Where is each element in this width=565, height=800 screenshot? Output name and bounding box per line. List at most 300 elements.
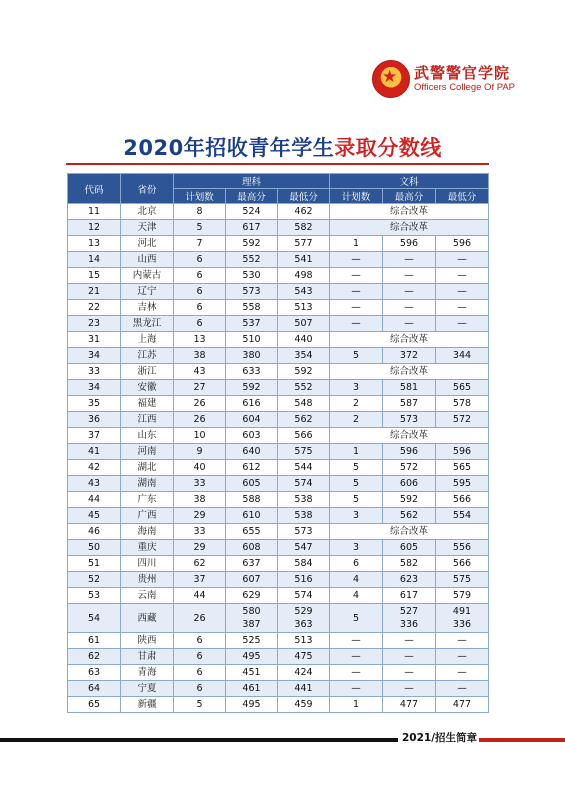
cell-science-plan: 38 bbox=[174, 348, 226, 364]
cell-arts-max: 592 bbox=[383, 492, 436, 508]
cell-science-min bbox=[278, 604, 330, 633]
cell-science-plan: 5 bbox=[174, 697, 226, 713]
cell-science-plan: 7 bbox=[174, 236, 226, 252]
cell-science-plan: 26 bbox=[174, 412, 226, 428]
cell-science-plan: 26 bbox=[174, 396, 226, 412]
cell-arts-max: — bbox=[383, 252, 436, 268]
cell-province: 山东 bbox=[121, 428, 174, 444]
cell-arts-min-line-1: 491 bbox=[452, 606, 472, 617]
cell-province: 四川 bbox=[121, 556, 174, 572]
cell-science-max: 592 bbox=[226, 236, 278, 252]
cell-science-max: 380 bbox=[226, 348, 278, 364]
table-row bbox=[68, 316, 489, 332]
cell-code: 23 bbox=[68, 316, 121, 332]
cell-code: 42 bbox=[68, 460, 121, 476]
cell-arts-merged: 综合改革 bbox=[330, 220, 489, 236]
cell-science-max-line-1: 580 bbox=[242, 606, 261, 617]
cell-science-min: 574 bbox=[278, 588, 330, 604]
cell-arts-plan: — bbox=[330, 649, 383, 665]
cell-science-max: 524 bbox=[226, 204, 278, 220]
cell-code: 61 bbox=[68, 633, 121, 649]
cell-science-min: 513 bbox=[278, 300, 330, 316]
cell-code: 52 bbox=[68, 572, 121, 588]
cell-code: 31 bbox=[68, 332, 121, 348]
cell-code: 22 bbox=[68, 300, 121, 316]
cell-science-plan: 62 bbox=[174, 556, 226, 572]
cell-arts-plan: — bbox=[330, 316, 383, 332]
cell-province: 广西 bbox=[121, 508, 174, 524]
cell-arts-plan: — bbox=[330, 633, 383, 649]
cell-arts-min: 477 bbox=[436, 697, 489, 713]
cell-science-max: 573 bbox=[226, 284, 278, 300]
star-icon: ★ bbox=[382, 67, 398, 87]
title-divider bbox=[66, 163, 489, 165]
cell-science-min: 541 bbox=[278, 252, 330, 268]
cell-arts-min-line-2: 336 bbox=[452, 619, 472, 630]
cell-arts-max: 372 bbox=[383, 348, 436, 364]
cell-arts-max: 606 bbox=[383, 476, 436, 492]
cell-science-plan: 6 bbox=[174, 665, 226, 681]
cell-province: 西藏 bbox=[121, 604, 174, 633]
cell-province: 重庆 bbox=[121, 540, 174, 556]
table-row bbox=[68, 268, 489, 284]
cell-science-max: 495 bbox=[226, 697, 278, 713]
cell-science-max: 558 bbox=[226, 300, 278, 316]
cell-arts-max: — bbox=[383, 665, 436, 681]
cell-science-plan: 38 bbox=[174, 492, 226, 508]
cell-science-plan: 29 bbox=[174, 508, 226, 524]
cell-science-min: 543 bbox=[278, 284, 330, 300]
cell-code: 41 bbox=[68, 444, 121, 460]
cell-science-max: 617 bbox=[226, 220, 278, 236]
cell-province: 云南 bbox=[121, 588, 174, 604]
cell-arts-max: 581 bbox=[383, 380, 436, 396]
cell-code: 13 bbox=[68, 236, 121, 252]
cell-science-plan: 6 bbox=[174, 252, 226, 268]
cell-science-max: 525 bbox=[226, 633, 278, 649]
cell-arts-max: — bbox=[383, 316, 436, 332]
cell-science-max: 510 bbox=[226, 332, 278, 348]
cell-province: 江西 bbox=[121, 412, 174, 428]
cell-province: 天津 bbox=[121, 220, 174, 236]
table-row bbox=[68, 665, 489, 681]
cell-science-min-line-2: 363 bbox=[294, 619, 313, 630]
cell-arts-plan: — bbox=[330, 300, 383, 316]
cell-science-max: 588 bbox=[226, 492, 278, 508]
cell-arts-plan: — bbox=[330, 268, 383, 284]
cell-code: 21 bbox=[68, 284, 121, 300]
footer-accent-bar bbox=[479, 738, 565, 742]
cell-science-plan: 10 bbox=[174, 428, 226, 444]
cell-science-min: 574 bbox=[278, 476, 330, 492]
cell-science-min-line-1: 529 bbox=[294, 606, 313, 617]
cell-arts-min: 596 bbox=[436, 236, 489, 252]
table-row bbox=[68, 236, 489, 252]
table-row bbox=[68, 220, 489, 236]
emblem-icon bbox=[372, 60, 410, 98]
table-row bbox=[68, 508, 489, 524]
cell-science-min: 498 bbox=[278, 268, 330, 284]
cell-science-max: 612 bbox=[226, 460, 278, 476]
header-science-max: 最高分 bbox=[226, 189, 278, 204]
cell-science-max: 592 bbox=[226, 380, 278, 396]
cell-code: 37 bbox=[68, 428, 121, 444]
cell-province: 新疆 bbox=[121, 697, 174, 713]
table-header bbox=[68, 174, 489, 204]
cell-science-min: 584 bbox=[278, 556, 330, 572]
cell-science-max: 640 bbox=[226, 444, 278, 460]
cell-science-min: 577 bbox=[278, 236, 330, 252]
cell-code: 50 bbox=[68, 540, 121, 556]
cell-code: 64 bbox=[68, 681, 121, 697]
table-row bbox=[68, 348, 489, 364]
cell-arts-max: 582 bbox=[383, 556, 436, 572]
table-row bbox=[68, 444, 489, 460]
cell-code: 46 bbox=[68, 524, 121, 540]
cell-science-min: 440 bbox=[278, 332, 330, 348]
cell-province: 吉林 bbox=[121, 300, 174, 316]
cell-science-plan: 43 bbox=[174, 364, 226, 380]
cell-arts-merged: 综合改革 bbox=[330, 364, 489, 380]
cell-arts-plan: 2 bbox=[330, 412, 383, 428]
cell-science-max-line-2: 387 bbox=[242, 619, 261, 630]
cell-science-plan: 33 bbox=[174, 476, 226, 492]
cell-arts-plan: 1 bbox=[330, 444, 383, 460]
cell-arts-min: 579 bbox=[436, 588, 489, 604]
cell-code: 34 bbox=[68, 348, 121, 364]
table-row bbox=[68, 633, 489, 649]
cell-science-plan: 26 bbox=[174, 604, 226, 633]
cell-science-max: 616 bbox=[226, 396, 278, 412]
cell-science-min: 441 bbox=[278, 681, 330, 697]
table-row bbox=[68, 300, 489, 316]
cell-science-min: 538 bbox=[278, 492, 330, 508]
cell-arts-plan: 5 bbox=[330, 460, 383, 476]
cell-science-plan: 6 bbox=[174, 316, 226, 332]
cell-code: 15 bbox=[68, 268, 121, 284]
cell-arts-plan: 6 bbox=[330, 556, 383, 572]
cell-science-plan: 6 bbox=[174, 633, 226, 649]
cell-science-min: 547 bbox=[278, 540, 330, 556]
cell-province: 江苏 bbox=[121, 348, 174, 364]
cell-province: 宁夏 bbox=[121, 681, 174, 697]
cell-arts-min: 565 bbox=[436, 460, 489, 476]
cell-arts-min: — bbox=[436, 665, 489, 681]
cell-code: 63 bbox=[68, 665, 121, 681]
cell-province: 黑龙江 bbox=[121, 316, 174, 332]
cell-science-max: 605 bbox=[226, 476, 278, 492]
college-logo bbox=[372, 60, 542, 102]
cell-science-plan: 5 bbox=[174, 220, 226, 236]
cell-arts-min: 596 bbox=[436, 444, 489, 460]
cell-science-plan: 6 bbox=[174, 300, 226, 316]
cell-province: 湖北 bbox=[121, 460, 174, 476]
cell-science-max: 637 bbox=[226, 556, 278, 572]
cell-province: 青海 bbox=[121, 665, 174, 681]
cell-science-plan: 37 bbox=[174, 572, 226, 588]
cell-science-max: 655 bbox=[226, 524, 278, 540]
table-row bbox=[68, 492, 489, 508]
cell-arts-plan: 3 bbox=[330, 540, 383, 556]
header-arts-max: 最高分 bbox=[383, 189, 436, 204]
cell-arts-plan: — bbox=[330, 681, 383, 697]
cell-arts-plan: 5 bbox=[330, 604, 383, 633]
cell-province: 贵州 bbox=[121, 572, 174, 588]
cell-science-min: 424 bbox=[278, 665, 330, 681]
cell-province: 北京 bbox=[121, 204, 174, 220]
cell-science-min: 354 bbox=[278, 348, 330, 364]
table-row bbox=[68, 588, 489, 604]
cell-science-max bbox=[226, 604, 278, 633]
cell-science-min: 544 bbox=[278, 460, 330, 476]
cell-science-min: 516 bbox=[278, 572, 330, 588]
cell-province: 甘肃 bbox=[121, 649, 174, 665]
header-science-min: 最低分 bbox=[278, 189, 330, 204]
cell-arts-max: 587 bbox=[383, 396, 436, 412]
cell-arts-min: 578 bbox=[436, 396, 489, 412]
cell-province: 浙江 bbox=[121, 364, 174, 380]
cell-science-max: 603 bbox=[226, 428, 278, 444]
table-row bbox=[68, 524, 489, 540]
cell-arts-merged: 综合改革 bbox=[330, 428, 489, 444]
table-row bbox=[68, 681, 489, 697]
cell-code: 12 bbox=[68, 220, 121, 236]
cell-arts-plan: — bbox=[330, 665, 383, 681]
header-province: 省份 bbox=[121, 174, 174, 204]
cell-code: 65 bbox=[68, 697, 121, 713]
cell-arts-plan: 5 bbox=[330, 476, 383, 492]
cell-code: 53 bbox=[68, 588, 121, 604]
cell-arts-plan: 5 bbox=[330, 348, 383, 364]
cell-arts-min: 344 bbox=[436, 348, 489, 364]
cell-arts-min: 556 bbox=[436, 540, 489, 556]
cell-arts-min: 554 bbox=[436, 508, 489, 524]
header-arts: 文科 bbox=[330, 174, 489, 189]
table-row bbox=[68, 380, 489, 396]
cell-science-min: 582 bbox=[278, 220, 330, 236]
cell-arts-max: 596 bbox=[383, 444, 436, 460]
cell-science-max: 610 bbox=[226, 508, 278, 524]
cell-science-min: 475 bbox=[278, 649, 330, 665]
cell-province: 河南 bbox=[121, 444, 174, 460]
table-row bbox=[68, 649, 489, 665]
cell-science-plan: 40 bbox=[174, 460, 226, 476]
cell-arts-plan: 5 bbox=[330, 492, 383, 508]
cell-province: 福建 bbox=[121, 396, 174, 412]
cell-arts-max: 596 bbox=[383, 236, 436, 252]
cell-science-plan: 13 bbox=[174, 332, 226, 348]
cell-science-max: 608 bbox=[226, 540, 278, 556]
cell-arts-min: — bbox=[436, 268, 489, 284]
table-row bbox=[68, 204, 489, 220]
header-arts-plan: 计划数 bbox=[330, 189, 383, 204]
cell-science-min: 592 bbox=[278, 364, 330, 380]
cell-code: 34 bbox=[68, 380, 121, 396]
cell-arts-plan: 1 bbox=[330, 697, 383, 713]
cell-arts-max: 605 bbox=[383, 540, 436, 556]
cell-arts-merged: 综合改革 bbox=[330, 204, 489, 220]
cell-province: 陕西 bbox=[121, 633, 174, 649]
table-row bbox=[68, 556, 489, 572]
cell-science-plan: 6 bbox=[174, 284, 226, 300]
cell-code: 45 bbox=[68, 508, 121, 524]
cell-science-max: 552 bbox=[226, 252, 278, 268]
footer-caption: 2021/招生简章 bbox=[402, 732, 478, 744]
header-science-plan: 计划数 bbox=[174, 189, 226, 204]
cell-arts-max: 617 bbox=[383, 588, 436, 604]
cell-arts-max: — bbox=[383, 284, 436, 300]
cell-arts-min: 566 bbox=[436, 492, 489, 508]
cell-arts-min: 565 bbox=[436, 380, 489, 396]
cell-science-min: 573 bbox=[278, 524, 330, 540]
table-row bbox=[68, 604, 489, 633]
cell-code: 35 bbox=[68, 396, 121, 412]
cell-arts-max: 623 bbox=[383, 572, 436, 588]
cell-science-min: 462 bbox=[278, 204, 330, 220]
cell-arts-max: 477 bbox=[383, 697, 436, 713]
cell-science-plan: 29 bbox=[174, 540, 226, 556]
cell-science-max: 530 bbox=[226, 268, 278, 284]
cell-arts-merged: 综合改革 bbox=[330, 524, 489, 540]
table-row bbox=[68, 428, 489, 444]
header-science: 理科 bbox=[174, 174, 330, 189]
table-body bbox=[68, 204, 489, 713]
cell-science-max: 495 bbox=[226, 649, 278, 665]
cell-science-plan: 6 bbox=[174, 681, 226, 697]
cell-code: 43 bbox=[68, 476, 121, 492]
cell-province: 河北 bbox=[121, 236, 174, 252]
cell-province: 安徽 bbox=[121, 380, 174, 396]
header-arts-min: 最低分 bbox=[436, 189, 489, 204]
cell-arts-min: — bbox=[436, 316, 489, 332]
cell-province: 上海 bbox=[121, 332, 174, 348]
cell-arts-plan: 4 bbox=[330, 588, 383, 604]
cell-science-min: 548 bbox=[278, 396, 330, 412]
cell-arts-min bbox=[436, 604, 489, 633]
cell-arts-max bbox=[383, 604, 436, 633]
cell-province: 广东 bbox=[121, 492, 174, 508]
cell-arts-min: 595 bbox=[436, 476, 489, 492]
cell-arts-plan: 4 bbox=[330, 572, 383, 588]
cell-arts-plan: 1 bbox=[330, 236, 383, 252]
cell-science-min: 459 bbox=[278, 697, 330, 713]
cell-arts-plan: 2 bbox=[330, 396, 383, 412]
table-row bbox=[68, 460, 489, 476]
cell-province: 海南 bbox=[121, 524, 174, 540]
cell-arts-plan: 3 bbox=[330, 508, 383, 524]
table-row bbox=[68, 252, 489, 268]
cell-arts-min: 572 bbox=[436, 412, 489, 428]
cell-science-plan: 6 bbox=[174, 268, 226, 284]
page-title bbox=[0, 132, 565, 162]
cell-arts-max-line-1: 527 bbox=[399, 606, 419, 617]
table-row bbox=[68, 540, 489, 556]
cell-code: 14 bbox=[68, 252, 121, 268]
cell-arts-min: — bbox=[436, 649, 489, 665]
cell-code: 62 bbox=[68, 649, 121, 665]
cell-science-min: 552 bbox=[278, 380, 330, 396]
cell-arts-min: — bbox=[436, 633, 489, 649]
title-part-2: 录取分数线 bbox=[334, 136, 442, 160]
cell-arts-max: — bbox=[383, 300, 436, 316]
cell-code: 36 bbox=[68, 412, 121, 428]
cell-arts-max: — bbox=[383, 633, 436, 649]
cell-arts-max: — bbox=[383, 268, 436, 284]
cell-arts-max-line-2: 336 bbox=[399, 619, 419, 630]
cell-code: 33 bbox=[68, 364, 121, 380]
cell-science-min: 575 bbox=[278, 444, 330, 460]
cell-science-plan: 8 bbox=[174, 204, 226, 220]
cell-science-max: 451 bbox=[226, 665, 278, 681]
table-row bbox=[68, 572, 489, 588]
cell-science-min: 507 bbox=[278, 316, 330, 332]
cell-science-min: 562 bbox=[278, 412, 330, 428]
cell-province: 湖南 bbox=[121, 476, 174, 492]
cell-code: 11 bbox=[68, 204, 121, 220]
cell-science-max: 629 bbox=[226, 588, 278, 604]
table-row bbox=[68, 476, 489, 492]
cell-code: 54 bbox=[68, 604, 121, 633]
cell-arts-max: — bbox=[383, 681, 436, 697]
cell-science-min: 538 bbox=[278, 508, 330, 524]
cell-arts-max: 573 bbox=[383, 412, 436, 428]
cell-science-max: 461 bbox=[226, 681, 278, 697]
title-part-1: 2020年招收青年学生 bbox=[123, 136, 335, 160]
table-row bbox=[68, 332, 489, 348]
cell-province: 辽宁 bbox=[121, 284, 174, 300]
cell-arts-min: 566 bbox=[436, 556, 489, 572]
cell-arts-min: — bbox=[436, 284, 489, 300]
table-row bbox=[68, 364, 489, 380]
cell-arts-min: — bbox=[436, 300, 489, 316]
cell-science-max: 604 bbox=[226, 412, 278, 428]
cell-science-plan: 9 bbox=[174, 444, 226, 460]
cell-science-max: 537 bbox=[226, 316, 278, 332]
cell-code: 51 bbox=[68, 556, 121, 572]
footer-rule bbox=[0, 738, 398, 742]
table-row bbox=[68, 697, 489, 713]
header-code: 代码 bbox=[68, 174, 121, 204]
cell-science-plan: 6 bbox=[174, 649, 226, 665]
logo-english-name: Officers College Of PAP bbox=[414, 82, 516, 93]
cell-province: 山西 bbox=[121, 252, 174, 268]
cell-arts-max: — bbox=[383, 649, 436, 665]
cell-arts-plan: 3 bbox=[330, 380, 383, 396]
cell-science-plan: 27 bbox=[174, 380, 226, 396]
table-row bbox=[68, 284, 489, 300]
cell-science-max: 607 bbox=[226, 572, 278, 588]
table-row bbox=[68, 412, 489, 428]
cell-arts-max: 572 bbox=[383, 460, 436, 476]
cell-arts-min: — bbox=[436, 252, 489, 268]
cell-science-plan: 44 bbox=[174, 588, 226, 604]
cell-science-max: 633 bbox=[226, 364, 278, 380]
cell-science-min: 513 bbox=[278, 633, 330, 649]
cell-science-plan: 33 bbox=[174, 524, 226, 540]
cell-arts-plan: — bbox=[330, 284, 383, 300]
cell-arts-merged: 综合改革 bbox=[330, 332, 489, 348]
logo-chinese-name: 武警警官学院 bbox=[414, 64, 511, 82]
cell-arts-min: 575 bbox=[436, 572, 489, 588]
cell-province: 内蒙古 bbox=[121, 268, 174, 284]
table-row bbox=[68, 396, 489, 412]
cell-arts-max: 562 bbox=[383, 508, 436, 524]
cell-code: 44 bbox=[68, 492, 121, 508]
cell-science-min: 566 bbox=[278, 428, 330, 444]
admission-score-table bbox=[67, 173, 489, 713]
cell-arts-plan: — bbox=[330, 252, 383, 268]
cell-arts-min: — bbox=[436, 681, 489, 697]
